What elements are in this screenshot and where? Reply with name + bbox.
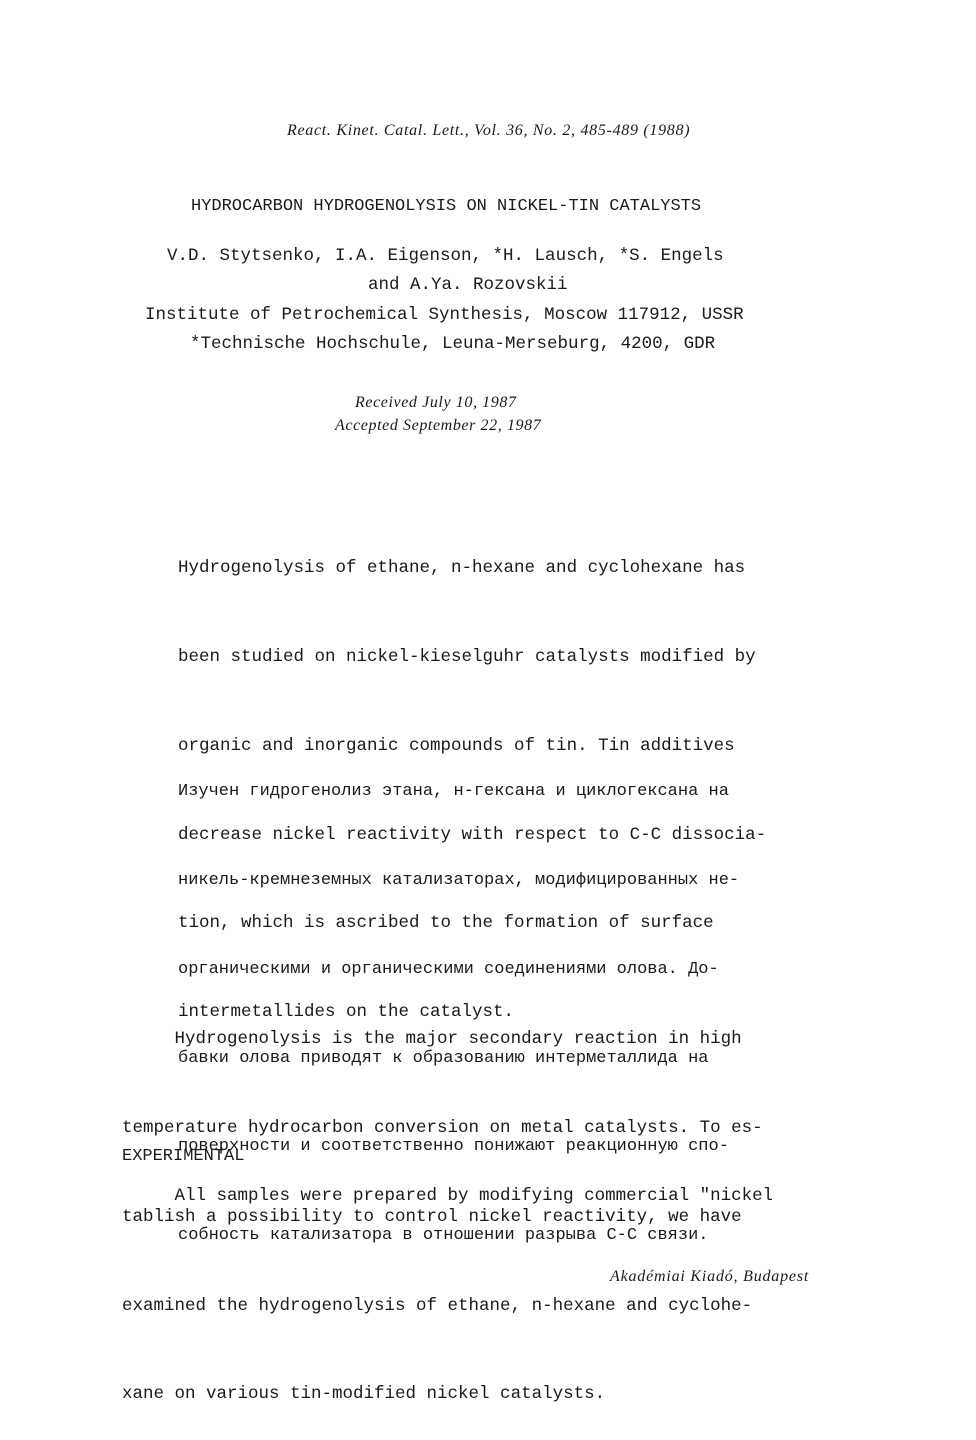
affiliation-1: Institute of Petrochemical Synthesis, Moscow 117912, USSR (145, 305, 744, 325)
introduction-line: tablish a possibility to control nickel reactivity, we have (122, 1206, 742, 1227)
affiliation-2: *Technische Hochschule, Leuna-Merseburg, 4200, GDR (190, 334, 716, 354)
abstract-russian-line: собность катализатора в отношении разрыва С-С связи. (178, 1226, 709, 1246)
authors-line-1: V.D. Stytsenko, I.A. Eigenson, *H. Lausch, *S. Engels (167, 246, 724, 266)
article-title: HYDROCARBON HYDROGENOLYSIS ON NICKEL-TIN CATALYSTS (191, 197, 702, 216)
abstract-russian-line: поверхности и соответственно понижают реакционную спо- (178, 1137, 729, 1157)
abstract-russian-line: Изучен гидрогенолиз этана, н-гексана и циклогексана на (178, 782, 729, 802)
journal-citation: React. Kinet. Catal. Lett., Vol. 36, No. 2, 485-489 (1988) (287, 122, 691, 139)
abstract-russian-line: никель-кремнеземных катализаторах, модифицированных не- (178, 870, 740, 890)
introduction-line: temperature hydrocarbon conversion on metal catalysts. To es- (122, 1117, 763, 1138)
abstract-russian-line: бавки олова приводят к образованию интерметаллида на (178, 1048, 709, 1068)
abstract-english-line: intermetallides on the catalyst. (178, 1002, 515, 1023)
abstract-english-line: tion, which is ascribed to the formation of surface (178, 913, 714, 934)
received-date: Received July 10, 1987 (355, 394, 517, 411)
abstract-english-line: decrease nickel reactivity with respect to C-C dissocia- (178, 824, 767, 845)
introduction-line: examined the hydrogenolysis of ethane, n-hexane and cyclohe- (122, 1295, 753, 1316)
accepted-date: Accepted September 22, 1987 (335, 417, 542, 434)
abstract-russian-line: органическими и органическими соединениями олова. До- (178, 959, 719, 979)
abstract-english-line: been studied on nickel-kieselguhr catalysts modified by (178, 646, 756, 667)
experimental-first-line: All samples were prepared by modifying commercial "nickel (122, 1186, 774, 1206)
introduction-line: xane on various tin-modified nickel catalysts. (122, 1384, 606, 1405)
abstract-english-line: Hydrogenolysis of ethane, n-hexane and cyclohexane has (178, 558, 746, 579)
authors-line-2: and A.Ya. Rozovskii (368, 275, 568, 295)
introduction-line: Hydrogenolysis is the major secondary reaction in high (122, 1029, 742, 1050)
publisher-footer: Akadémiai Kiadó, Budapest (610, 1268, 810, 1285)
abstract-english-line: organic and inorganic compounds of tin. Tin additives (178, 735, 735, 756)
section-heading-experimental: EXPERIMENTAL (122, 1147, 245, 1166)
